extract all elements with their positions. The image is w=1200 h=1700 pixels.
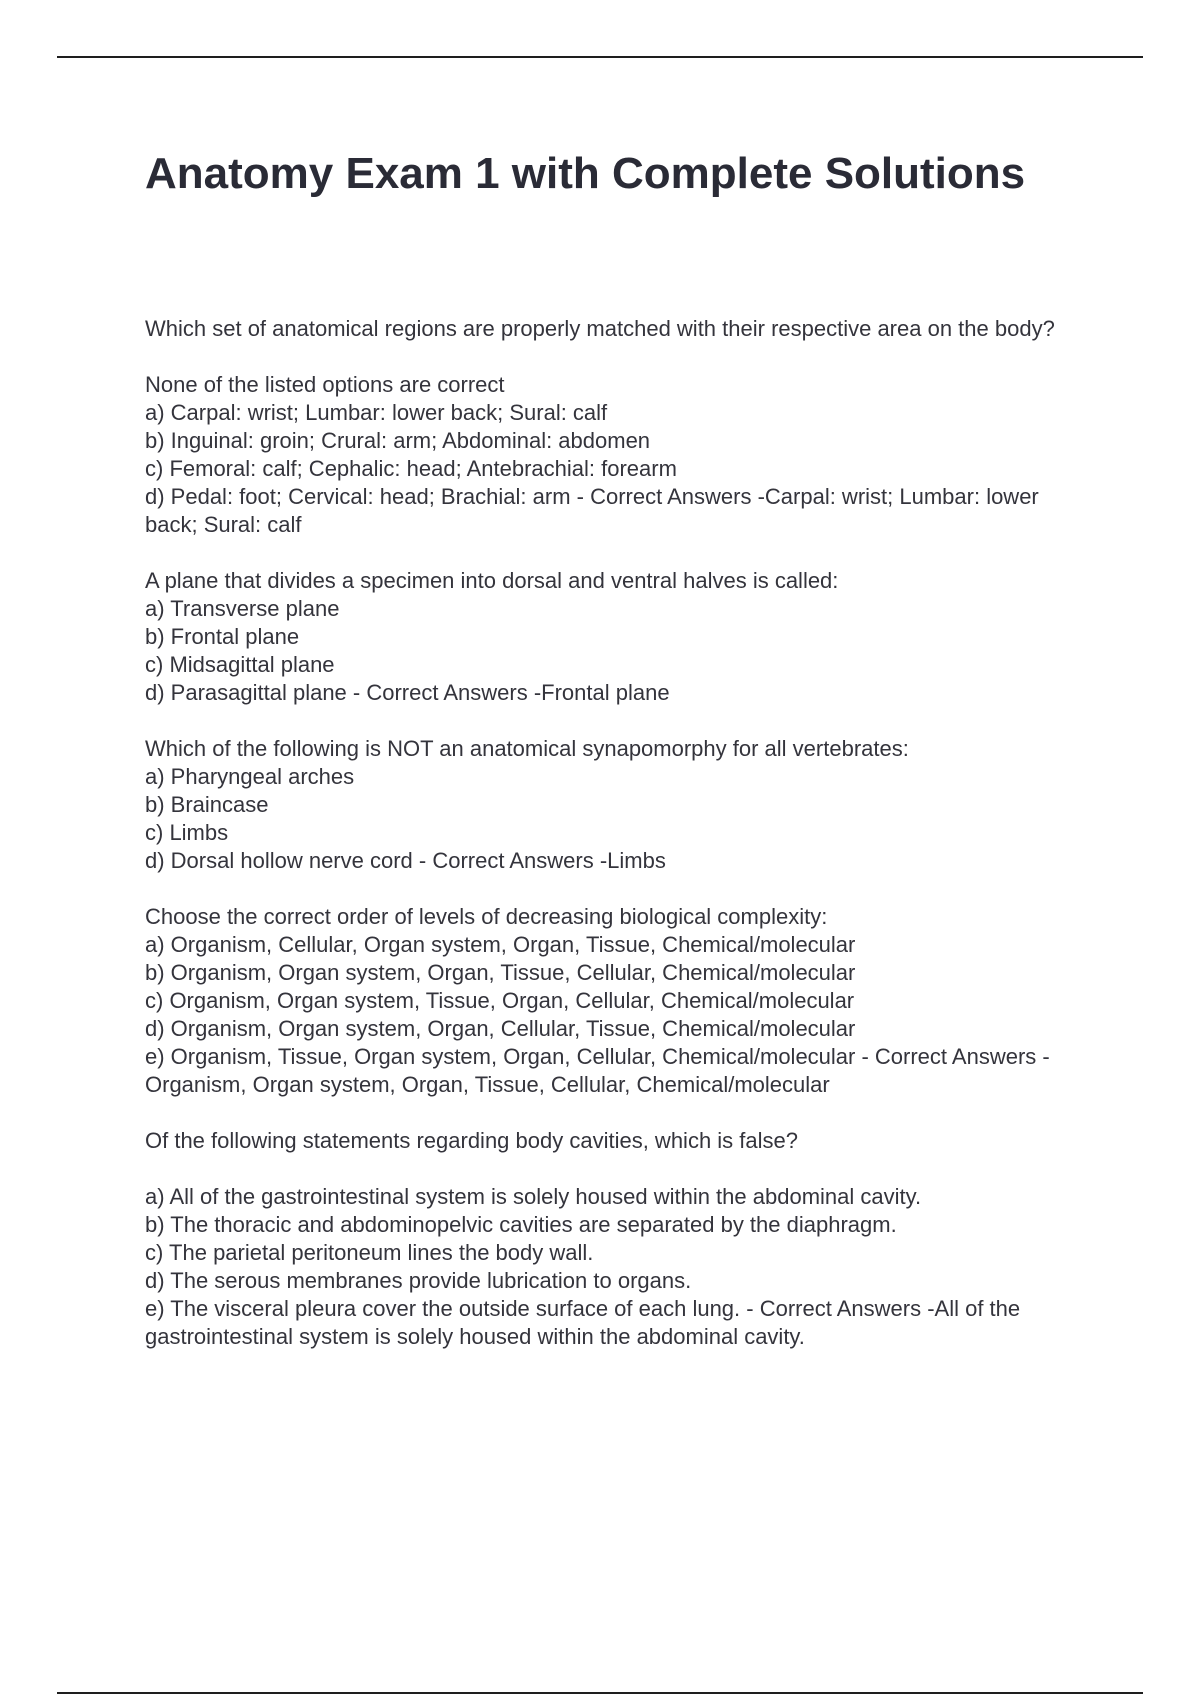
answer-option: e) The visceral pleura cover the outside surface of each lung. - Correct Answers -All of the gastrointestinal system is solely housed within the abdominal cavity. [145,1296,1027,1349]
question-stem: A plane that divides a specimen into dorsal and ventral halves is called: [145,568,839,593]
question-stem: Which of the following is NOT an anatomical synapomorphy for all vertebrates: [145,736,909,761]
answer-option: e) Organism, Tissue, Organ system, Organ, Cellular, Chemical/molecular - Correct Answers -Organism, Organ system, Organ, Tissue, Cellular, Chemical/molecular [145,1044,1050,1097]
answer-option: b) Inguinal: groin; Crural: arm; Abdominal: abdomen [145,428,651,453]
answer-option: d) Parasagittal plane - Correct Answers -Frontal plane [145,680,670,705]
answer-option: a) Carpal: wrist; Lumbar: lower back; Sural: calf [145,400,608,425]
question-1 [145,315,1085,539]
answer-option: c) Limbs [145,820,229,845]
answer-option: c) Femoral: calf; Cephalic: head; Antebrachial: forearm [145,456,677,481]
header-rule [57,56,1143,58]
answer-option: a) Transverse plane [145,596,340,621]
answer-option: d) The serous membranes provide lubrication to organs. [145,1268,692,1293]
answer-option: b) Frontal plane [145,624,300,649]
question-stem: Choose the correct order of levels of decreasing biological complexity: [145,904,828,929]
question-note: None of the listed options are correct [145,372,505,397]
answer-option: d) Organism, Organ system, Organ, Cellular, Tissue, Chemical/molecular [145,1016,856,1041]
answer-option: c) Organism, Organ system, Tissue, Organ, Cellular, Chemical/molecular [145,988,855,1013]
answer-option: b) Organism, Organ system, Organ, Tissue, Cellular, Chemical/molecular [145,960,856,985]
question-3 [145,735,1085,875]
spacer [145,1155,1085,1183]
question-list [145,315,1085,1351]
document-title: Anatomy Exam 1 with Complete Solutions [145,149,1026,198]
answer-option: d) Dorsal hollow nerve cord - Correct Answers -Limbs [145,848,666,873]
question-stem: Which set of anatomical regions are properly matched with their respective area on the body? [145,316,1055,341]
page-content [145,146,1085,1379]
answer-option: c) The parietal peritoneum lines the body wall. [145,1240,594,1265]
question-5 [145,1127,1085,1351]
spacer [145,343,1085,371]
answer-option: b) The thoracic and abdominopelvic cavities are separated by the diaphragm. [145,1212,897,1237]
question-4 [145,903,1085,1099]
answer-option: c) Midsagittal plane [145,652,335,677]
footer-rule [57,1692,1143,1694]
answer-option: a) All of the gastrointestinal system is solely housed within the abdominal cavity. [145,1184,922,1209]
answer-option: a) Organism, Cellular, Organ system, Organ, Tissue, Chemical/molecular [145,932,856,957]
question-2 [145,567,1085,707]
answer-option: b) Braincase [145,792,269,817]
answer-option: a) Pharyngeal arches [145,764,355,789]
answer-option: d) Pedal: foot; Cervical: head; Brachial: arm - Correct Answers -Carpal: wrist; Lumbar: lower back; Sural: calf [145,484,1045,537]
question-stem: Of the following statements regarding body cavities, which is false? [145,1128,798,1153]
